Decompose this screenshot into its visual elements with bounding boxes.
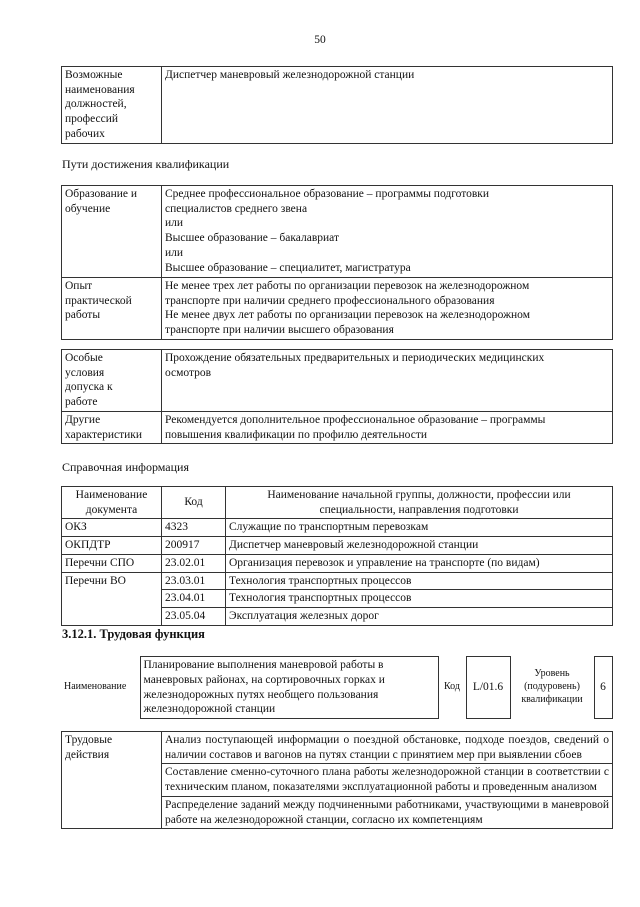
labor-function-name: Планирование выполнения маневровой работы в маневровых районах, на сортировочных горках и железнодорожных путях необщего пользования железнодорожной станции [140, 657, 438, 719]
reference-header-doc: Наименование документа [62, 487, 162, 519]
reference-header-code: Код [162, 487, 226, 519]
reference-table [61, 486, 613, 626]
reference-name: Диспетчер маневровый железнодорожной станции [226, 537, 613, 555]
table-row [62, 732, 613, 764]
education-value: Среднее профессиональное образование – программы подготовки специалистов среднего звена или Высшее образование – бакалавриат или Высшее образование – специалитет, магистратура [162, 186, 613, 278]
qualification-paths-table [61, 185, 613, 340]
reference-name: Эксплуатация железных дорог [226, 608, 613, 626]
labor-action-item: Составление сменно-суточного плана работы железнодорожной станции в соответствии с техническим планом, показателями эксплуатационной работы и проведенным анализом [162, 764, 613, 796]
reference-code: 23.02.01 [162, 554, 226, 572]
admission-table [61, 349, 613, 444]
experience-label: Опыт практической работы [62, 278, 162, 340]
positions-value: Диспетчер маневровый железнодорожной станции [162, 67, 613, 144]
reference-doc: ОКПДТР [62, 537, 162, 555]
positions-table [61, 66, 613, 144]
reference-name: Служащие по транспортным перевозкам [226, 519, 613, 537]
reference-name: Организация перевозок и управление на транспорте (по видам) [226, 554, 613, 572]
table-row [62, 519, 613, 537]
reference-code: 23.04.01 [162, 590, 226, 608]
qualification-paths-heading: Пути достижения квалификации [62, 157, 230, 171]
reference-header-name: Наименование начальной группы, должности, профессии или специальности, направления подготовки [226, 487, 613, 519]
other-characteristics-label: Другие характеристики [62, 411, 162, 443]
labor-function-level: 6 [594, 657, 612, 719]
experience-value: Не менее трех лет работы по организации перевозок на железнодорожном транспорте при наличии среднего профессионального образования Не менее двух лет работы по организации перевозок на железнодорожном транспорте при наличии высшего образования [162, 278, 613, 340]
reference-code: 23.03.01 [162, 572, 226, 590]
table-row [62, 572, 613, 590]
reference-name: Технология транспортных процессов [226, 590, 613, 608]
special-conditions-label: Особые условия допуска к работе [62, 350, 162, 412]
positions-label: Возможные наименования должностей, профессий рабочих [62, 67, 162, 144]
reference-doc: Перечни СПО [62, 554, 162, 572]
labor-function-title: 3.12.1. Трудовая функция [62, 627, 205, 641]
education-label: Образование и обучение [62, 186, 162, 278]
labor-function-code-label: Код [444, 681, 460, 693]
labor-function-name-label: Наименование [64, 681, 127, 693]
reference-doc: Перечни ВО [62, 572, 162, 625]
labor-function-table [61, 656, 613, 719]
labor-actions-label: Трудовые действия [62, 732, 162, 829]
reference-code: 4323 [162, 519, 226, 537]
labor-actions-table [61, 731, 613, 829]
labor-action-item: Распределение заданий между подчиненными работниками, участвующими в маневровой работе на железнодорожной станции, согласно их компетенциям [162, 796, 613, 828]
reference-code: 23.05.04 [162, 608, 226, 626]
reference-doc: ОКЗ [62, 519, 162, 537]
labor-function-level-label: Уровень (подуровень) квалификации [521, 668, 583, 705]
reference-heading: Справочная информация [62, 460, 189, 474]
table-row [62, 537, 613, 555]
reference-code: 200917 [162, 537, 226, 555]
special-conditions-value: Прохождение обязательных предварительных и периодических медицинских осмотров [162, 350, 613, 412]
labor-action-item: Анализ поступающей информации о поездной обстановке, подходе поездов, сведений о наличии составов и вагонов на путях станции с принятием мер при выявлении сбоев [162, 732, 613, 764]
table-row [62, 554, 613, 572]
reference-name: Технология транспортных процессов [226, 572, 613, 590]
labor-function-code: L/01.6 [466, 657, 510, 719]
other-characteristics-value: Рекомендуется дополнительное профессиональное образование – программы повышения квалификации по профилю деятельности [162, 411, 613, 443]
page-number: 50 [314, 34, 326, 46]
